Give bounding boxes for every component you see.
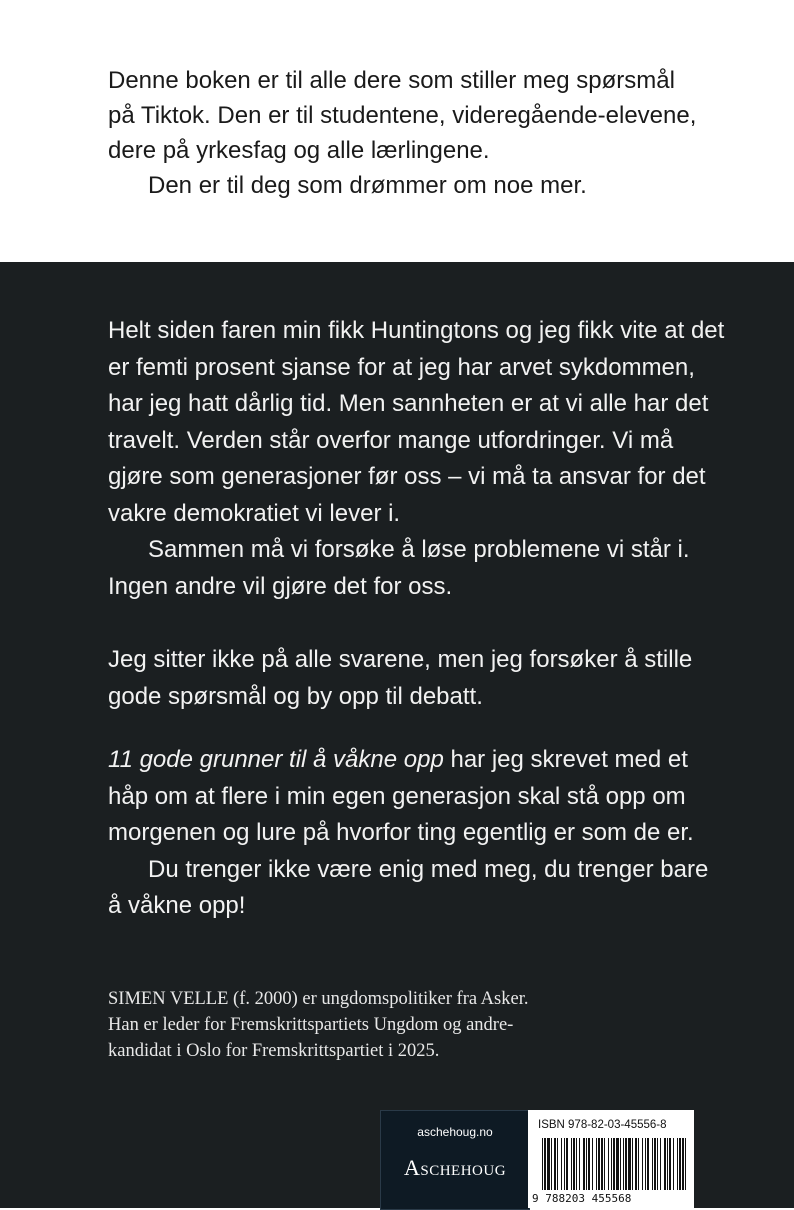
bio-line: SIMEN VELLE (f. 2000) er ungdomspolitiker fra Asker. — [108, 989, 529, 1009]
book-title: 11 gode grunner til å våkne opp — [108, 746, 444, 773]
publisher-url: aschehoug.no — [417, 1125, 493, 1139]
blurb-line: har jeg hatt dårlig tid. Men sannheten er at vi alle har det — [108, 390, 709, 417]
barcode-bar — [596, 1138, 597, 1190]
barcode-bar — [601, 1138, 603, 1190]
barcode-bar — [551, 1138, 552, 1190]
barcode-bar — [579, 1138, 580, 1190]
barcode-bar — [571, 1138, 572, 1190]
barcode-bar — [657, 1138, 658, 1190]
barcode-bar — [586, 1138, 587, 1190]
blurb-line: gjøre som generasjoner før oss – vi må ta ansvar for det — [108, 463, 706, 490]
barcode-bar — [669, 1138, 671, 1190]
blurb-line: Helt siden faren min fikk Huntingtons og jeg fikk vite at det — [108, 317, 725, 344]
barcode-bar — [566, 1138, 568, 1190]
publisher-logo: Aschehoug — [403, 1155, 507, 1180]
barcode-bar — [667, 1138, 668, 1190]
barcode-bar — [604, 1138, 605, 1190]
barcode-bar — [544, 1138, 546, 1190]
barcode-bar — [588, 1138, 590, 1190]
blurb-paragraph-3 — [108, 742, 718, 925]
blurb-line: Jeg sitter ikke på alle svarene, men jeg forsøker å stille — [108, 646, 693, 673]
barcode-bar — [685, 1138, 686, 1190]
barcode-bar — [652, 1138, 653, 1190]
barcode-bar — [613, 1138, 615, 1190]
barcode-bar — [679, 1138, 681, 1190]
barcode-bar — [542, 1138, 543, 1190]
barcode-bar — [576, 1138, 577, 1190]
blurb-line: er femti prosent sjanse for at jeg har arvet sykdommen, — [108, 353, 695, 381]
bio-line: Han er leder for Fremskrittspartiets Ungdom og andre- — [108, 1015, 514, 1035]
publisher-box — [380, 1110, 530, 1210]
blurb-line: morgenen og lure på hvorfor ting egentlig er som de er. — [108, 819, 694, 846]
barcode-bar — [608, 1138, 609, 1190]
blurb-line: å våkne opp! — [108, 892, 246, 919]
barcode-bar — [616, 1138, 619, 1190]
barcode-bar — [645, 1138, 646, 1190]
barcode-bar — [557, 1138, 558, 1190]
dedication-indented-line: Den er til deg som drømmer om noe mer. — [148, 172, 587, 199]
blurb-line: Ingen andre vil gjøre det for oss. — [108, 572, 453, 600]
author-bio — [108, 986, 588, 1064]
barcode-bar — [642, 1138, 643, 1190]
blurb-line: travelt. Verden står overfor mange utfordringer. Vi må — [108, 426, 674, 454]
blurb-line: vakre demokratiet vi lever i. — [108, 499, 401, 527]
barcode-bar — [677, 1138, 678, 1190]
blurb-paragraph-2 — [108, 642, 718, 715]
barcode-digits: 9 788203 455568 — [532, 1192, 632, 1205]
barcode-bar — [598, 1138, 600, 1190]
barcode-bar — [611, 1138, 612, 1190]
barcode-bar — [547, 1138, 550, 1190]
barcode-bar — [632, 1138, 633, 1190]
barcode-bar — [561, 1138, 562, 1190]
dedication-section — [0, 0, 794, 262]
blurb-line: håp om at flere i min egen generasjon skal stå opp om — [108, 782, 686, 810]
blurb-paragraph-1 — [108, 313, 725, 605]
barcode-bar — [623, 1138, 624, 1190]
barcode-bar — [638, 1138, 639, 1190]
barcode-bar — [573, 1138, 575, 1190]
barcode-bar — [664, 1138, 666, 1190]
isbn-barcode-box — [528, 1110, 694, 1208]
dedication-line: på Tiktok. Den er til studentene, videregående-elevene, — [108, 102, 697, 129]
barcode-bar — [673, 1138, 674, 1190]
back-cover-panel — [0, 262, 794, 1208]
barcode-bar — [620, 1138, 621, 1190]
barcode-bar — [660, 1138, 661, 1190]
barcode-bar — [554, 1138, 556, 1190]
barcode-bar — [628, 1138, 631, 1190]
dedication-line: dere på yrkesfag og alle lærlingene. — [108, 137, 490, 164]
bio-line: kandidat i Oslo for Fremskrittspartiet i 2025. — [108, 1041, 440, 1061]
dedication-line: Denne boken er til alle dere som stiller meg spørsmål — [108, 67, 675, 94]
barcode-bar — [583, 1138, 585, 1190]
barcode-bar — [682, 1138, 684, 1190]
barcode-bar — [647, 1138, 649, 1190]
barcode-bar — [564, 1138, 565, 1190]
barcode-bar — [625, 1138, 627, 1190]
barcode — [540, 1138, 688, 1190]
blurb-line — [108, 742, 718, 779]
barcode-bar — [592, 1138, 593, 1190]
dedication-paragraph — [108, 63, 718, 203]
isbn-label: ISBN 978-82-03-45556-8 — [538, 1119, 667, 1131]
blurb-line: gode spørsmål og by opp til debatt. — [108, 682, 483, 710]
blurb-indented-line: Sammen må vi forsøke å løse problemene vi står i. — [148, 536, 690, 563]
barcode-bar — [654, 1138, 656, 1190]
blurb-text: har jeg skrevet med et — [443, 746, 688, 773]
barcode-bar — [635, 1138, 637, 1190]
blurb-indented-line: Du trenger ikke være enig med meg, du trenger bare — [148, 855, 709, 883]
